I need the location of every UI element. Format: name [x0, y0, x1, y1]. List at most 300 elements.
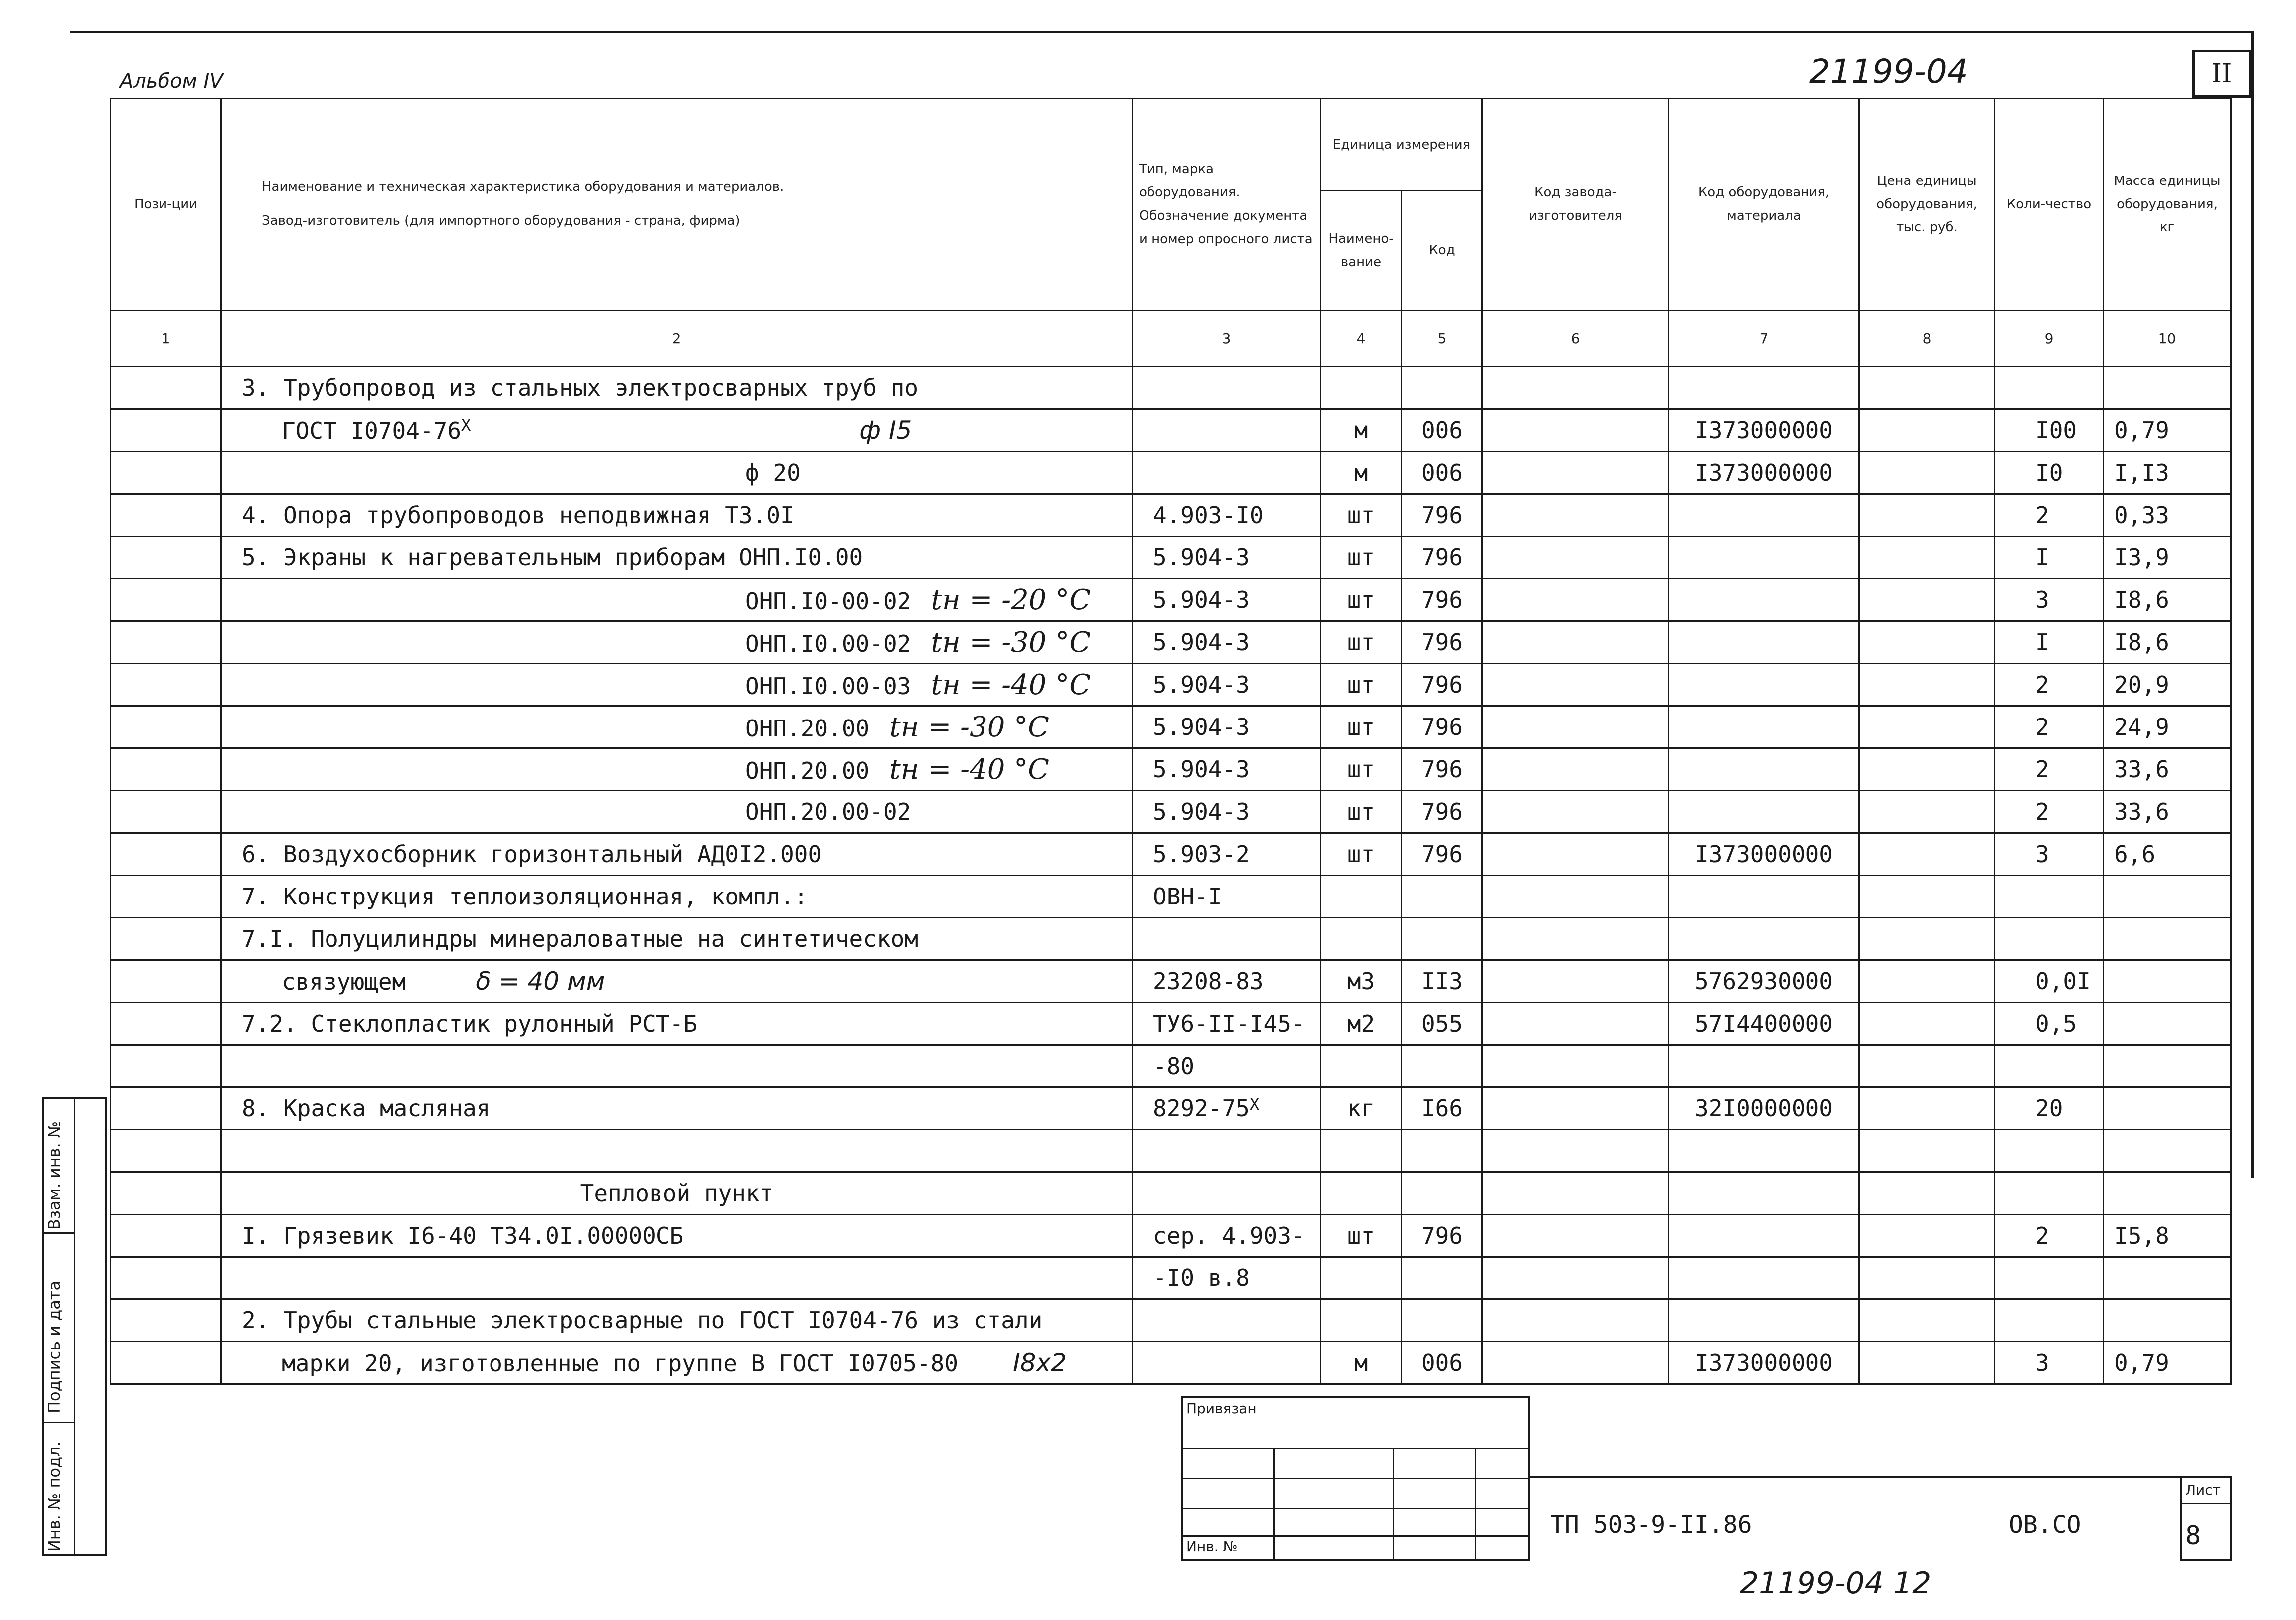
item-type: ОВН-I [1153, 883, 1222, 910]
cell-quantity [1995, 367, 2104, 409]
cell-name [221, 664, 1133, 706]
item-name-detail: δ = 40 мм [476, 967, 605, 996]
cell-maker-code [1482, 1342, 1669, 1384]
item-name: 6. Воздухосборник горизонтальный АД0I2.000 [242, 841, 822, 868]
stamp-sign-label: Подпись и дата [45, 1280, 64, 1413]
cell-position [111, 1257, 221, 1299]
cell-position [111, 1215, 221, 1257]
cell-position [111, 748, 221, 791]
cell-mass [2104, 1045, 2231, 1087]
cell-price [1859, 748, 1995, 791]
cell-name [221, 367, 1133, 409]
cell-maker-code [1482, 367, 1669, 409]
cell-unit-code [1402, 1130, 1482, 1172]
cell-type [1133, 706, 1321, 748]
cell-quantity: 3 [1995, 1342, 2104, 1384]
cell-maker-code [1482, 664, 1669, 706]
cell-position [111, 494, 221, 537]
item-temperature: tн = -40 °С [889, 753, 1049, 786]
cell-name [221, 579, 1133, 621]
cell-mass: 0,79 [2104, 409, 2231, 452]
cell-type [1133, 1215, 1321, 1257]
cell-equipment-code [1669, 579, 1859, 621]
cell-quantity [1995, 1045, 2104, 1087]
cell-price [1859, 706, 1995, 748]
cell-mass: 0,79 [2104, 1342, 2231, 1384]
cell-mass [2104, 1172, 2231, 1215]
cell-position [111, 579, 221, 621]
cell-price [1859, 1130, 1995, 1172]
table-row [111, 1215, 2231, 1257]
cell-position [111, 1130, 221, 1172]
cell-equipment-code [1669, 367, 1859, 409]
cell-equipment-code: 32I0000000 [1669, 1087, 1859, 1130]
item-type: 5.904-3 [1153, 629, 1250, 656]
cell-name [221, 1257, 1133, 1299]
table-row [111, 791, 2231, 833]
cell-quantity: 0,0I [1995, 960, 2104, 1003]
cell-mass [2104, 918, 2231, 960]
cell-position [111, 1087, 221, 1130]
cell-name [221, 748, 1133, 791]
stamp-cell-sign [44, 1234, 74, 1423]
cell-mass [2104, 367, 2231, 409]
cell-equipment-code [1669, 1130, 1859, 1172]
cell-name [221, 706, 1133, 748]
cell-maker-code [1482, 918, 1669, 960]
col-header-type: Тип, марка оборудования. Обозначение документа и номер опросного листа [1133, 99, 1321, 311]
cell-quantity: 2 [1995, 706, 2104, 748]
cell-mass [2104, 1087, 2231, 1130]
cell-type [1133, 1087, 1321, 1130]
cell-maker-code [1482, 960, 1669, 1003]
footer-code: 21199-04 12 [1740, 1566, 1932, 1601]
item-name: ОНП.20.00 [745, 715, 870, 742]
cell-price [1859, 1087, 1995, 1130]
cell-position [111, 452, 221, 494]
table-row [111, 1342, 2231, 1384]
cell-unit: м [1321, 452, 1402, 494]
table-row [111, 664, 2231, 706]
cell-name [221, 833, 1133, 876]
cell-unit-code [1402, 367, 1482, 409]
cell-type [1133, 1003, 1321, 1045]
cell-mass [2104, 876, 2231, 918]
cell-unit: шт [1321, 706, 1402, 748]
cell-quantity: 2 [1995, 1215, 2104, 1257]
table-row [111, 960, 2231, 1003]
cell-unit: шт [1321, 1215, 1402, 1257]
page-top-rule [70, 31, 2253, 33]
table-row [111, 1003, 2231, 1045]
cell-quantity [1995, 1299, 2104, 1342]
item-type: 5.904-3 [1153, 671, 1250, 698]
cell-mass: 33,6 [2104, 791, 2231, 833]
cell-price [1859, 367, 1995, 409]
cell-type [1133, 1172, 1321, 1215]
cell-mass [2104, 960, 2231, 1003]
cell-unit-code [1402, 1299, 1482, 1342]
cell-mass: 20,9 [2104, 664, 2231, 706]
cell-unit: шт [1321, 748, 1402, 791]
cell-unit: м [1321, 409, 1402, 452]
cell-equipment-code: I373000000 [1669, 833, 1859, 876]
cell-maker-code [1482, 833, 1669, 876]
cell-position [111, 537, 221, 579]
cell-unit-code [1402, 1045, 1482, 1087]
cell-unit-code: 796 [1402, 1215, 1482, 1257]
item-type: 5.904-3 [1153, 586, 1250, 613]
cell-type [1133, 876, 1321, 918]
item-type: 5.904-3 [1153, 544, 1250, 571]
cell-position [111, 367, 221, 409]
cell-price [1859, 1003, 1995, 1045]
table-row [111, 579, 2231, 621]
item-name: марки 20, изготовленные по группе В ГОСТ I0705-80 [282, 1350, 959, 1377]
cell-name [221, 452, 1133, 494]
cell-position [111, 409, 221, 452]
cell-price [1859, 452, 1995, 494]
cell-mass [2104, 1003, 2231, 1045]
cell-name [221, 1215, 1133, 1257]
cell-maker-code [1482, 1130, 1669, 1172]
cell-unit-code: II3 [1402, 960, 1482, 1003]
cell-unit-code: 796 [1402, 833, 1482, 876]
cell-price [1859, 494, 1995, 537]
stamp-cell-vzam [44, 1099, 74, 1234]
stamp-vzam-label: Взам. инв. № [45, 1121, 64, 1230]
cell-quantity: 2 [1995, 791, 2104, 833]
cell-mass [2104, 1257, 2231, 1299]
cell-unit [1321, 1257, 1402, 1299]
item-type: 8292-75 [1153, 1095, 1250, 1122]
cell-unit [1321, 1172, 1402, 1215]
cell-unit: м3 [1321, 960, 1402, 1003]
cell-equipment-code: 5762930000 [1669, 960, 1859, 1003]
cell-type [1133, 452, 1321, 494]
cell-position [111, 1342, 221, 1384]
cell-price [1859, 833, 1995, 876]
cell-name [221, 409, 1133, 452]
cell-quantity: 2 [1995, 494, 2104, 537]
item-name: 5. Экраны к нагревательным приборам ОНП.I0.00 [242, 544, 863, 571]
document-code: 21199-04 [1809, 52, 1968, 91]
cell-type [1133, 664, 1321, 706]
column-number-1: 1 [111, 311, 221, 367]
cell-position [111, 876, 221, 918]
item-temperature: tн = -30 °С [931, 626, 1091, 659]
cell-name [221, 537, 1133, 579]
stamp-cell-inv [44, 1423, 74, 1556]
stamp-divider [74, 1099, 75, 1556]
cell-name [221, 1045, 1133, 1087]
item-name-superscript: Х [461, 416, 471, 435]
col-header-unit-code: Код [1402, 191, 1482, 311]
item-temperature: tн = -40 °С [931, 668, 1091, 701]
cell-quantity: 3 [1995, 833, 2104, 876]
page-right-rule [2251, 31, 2254, 1178]
cell-mass: I5,8 [2104, 1215, 2231, 1257]
item-name: 2. Трубы стальные электросварные по ГОСТ I0704-76 из стали [242, 1307, 1043, 1334]
cell-quantity [1995, 1257, 2104, 1299]
cell-maker-code [1482, 1045, 1669, 1087]
item-name: ОНП.I0-00-02 [745, 587, 911, 615]
cell-equipment-code: 57I4400000 [1669, 1003, 1859, 1045]
cell-maker-code [1482, 791, 1669, 833]
item-name: связующем [282, 968, 406, 995]
col-header-name-line2: Завод-изготовитель (для импортного оборудования - страна, фирма) [262, 213, 740, 228]
column-number-10: 10 [2104, 311, 2231, 367]
cell-maker-code [1482, 706, 1669, 748]
title-block-sheet-number: 8 [2185, 1521, 2201, 1551]
cell-type [1133, 918, 1321, 960]
cell-position [111, 1172, 221, 1215]
table-row [111, 876, 2231, 918]
cell-name [221, 960, 1133, 1003]
cell-type [1133, 791, 1321, 833]
cell-position [111, 621, 221, 664]
cell-equipment-code [1669, 537, 1859, 579]
column-number-6: 6 [1482, 311, 1669, 367]
table-row [111, 833, 2231, 876]
cell-unit-code: 796 [1402, 706, 1482, 748]
cell-type [1133, 409, 1321, 452]
cell-price [1859, 621, 1995, 664]
cell-type [1133, 367, 1321, 409]
cell-price [1859, 1215, 1995, 1257]
cell-unit-code: 796 [1402, 537, 1482, 579]
cell-maker-code [1482, 409, 1669, 452]
table-row [111, 409, 2231, 452]
cell-unit-code: I66 [1402, 1087, 1482, 1130]
table-row [111, 706, 2231, 748]
cell-maker-code [1482, 876, 1669, 918]
cell-equipment-code [1669, 1257, 1859, 1299]
cell-unit: кг [1321, 1087, 1402, 1130]
cell-quantity: I [1995, 621, 2104, 664]
table-row [111, 1172, 2231, 1215]
col-header-price: Цена единицы оборудования, тыс. руб. [1859, 99, 1995, 311]
item-type: 5.903-2 [1153, 841, 1250, 868]
cell-equipment-code [1669, 918, 1859, 960]
cell-unit: шт [1321, 621, 1402, 664]
cell-name [221, 621, 1133, 664]
cell-type [1133, 748, 1321, 791]
col-header-maker-code: Код завода-изготовителя [1482, 99, 1669, 311]
cell-price [1859, 1172, 1995, 1215]
cell-equipment-code [1669, 1215, 1859, 1257]
cell-name [221, 494, 1133, 537]
table-row [111, 621, 2231, 664]
cell-position [111, 918, 221, 960]
item-name: 7.2. Стеклопластик рулонный РСТ-Б [242, 1010, 697, 1037]
col-header-position: Пози-ции [111, 99, 221, 311]
cell-position [111, 664, 221, 706]
cell-unit-code: 796 [1402, 494, 1482, 537]
item-name: ОНП.20.00-02 [745, 798, 911, 825]
item-name-detail: I8х2 [1013, 1348, 1067, 1377]
cell-price [1859, 960, 1995, 1003]
item-name: I. Грязевик I6-40 Т34.0I.00000СБ [242, 1222, 684, 1249]
cell-unit: шт [1321, 537, 1402, 579]
title-block-document: ТП 503-9-II.86 [1550, 1511, 1752, 1539]
item-name: 4. Опора трубопроводов неподвижная Т3.0I [242, 502, 794, 529]
cell-type [1133, 1045, 1321, 1087]
cell-quantity [1995, 876, 2104, 918]
cell-maker-code [1482, 748, 1669, 791]
cell-equipment-code: I373000000 [1669, 409, 1859, 452]
cell-name [221, 1342, 1133, 1384]
item-name: 8. Краска масляная [242, 1095, 491, 1122]
table-row [111, 1257, 2231, 1299]
cell-maker-code [1482, 537, 1669, 579]
stamp-inv-label: Инв. № подл. [45, 1441, 64, 1552]
cell-unit-code: 796 [1402, 791, 1482, 833]
cell-position [111, 1045, 221, 1087]
cell-equipment-code [1669, 706, 1859, 748]
approval-stamp [1181, 1396, 1530, 1561]
cell-mass: 0,33 [2104, 494, 2231, 537]
item-name: Тепловой пункт [580, 1180, 774, 1207]
cell-unit: шт [1321, 494, 1402, 537]
cell-price [1859, 1299, 1995, 1342]
cell-maker-code [1482, 494, 1669, 537]
cell-unit-code: 006 [1402, 452, 1482, 494]
cell-type [1133, 1299, 1321, 1342]
column-number-4: 4 [1321, 311, 1402, 367]
cell-quantity: I0 [1995, 452, 2104, 494]
specification-table [110, 98, 2232, 1385]
cell-name [221, 1087, 1133, 1130]
item-name: ф 20 [745, 459, 801, 486]
item-temperature: tн = -30 °С [889, 711, 1049, 743]
cell-price [1859, 409, 1995, 452]
sheet-number: II [2192, 50, 2251, 98]
cell-maker-code [1482, 1299, 1669, 1342]
title-block-sheet-label: Лист [2185, 1482, 2221, 1498]
item-name: ОНП.I0.00-03 [745, 672, 911, 700]
cell-mass: 33,6 [2104, 748, 2231, 791]
cell-quantity: 2 [1995, 664, 2104, 706]
column-number-9: 9 [1995, 311, 2104, 367]
cell-mass: 24,9 [2104, 706, 2231, 748]
cell-unit [1321, 1045, 1402, 1087]
cell-mass [2104, 1299, 2231, 1342]
cell-unit: м2 [1321, 1003, 1402, 1045]
col-header-equipment-code: Код оборудования, материала [1669, 99, 1859, 311]
cell-equipment-code [1669, 1045, 1859, 1087]
cell-type [1133, 621, 1321, 664]
cell-type [1133, 494, 1321, 537]
cell-unit-code: 796 [1402, 664, 1482, 706]
cell-unit-code: 006 [1402, 1342, 1482, 1384]
cell-equipment-code [1669, 494, 1859, 537]
cell-maker-code [1482, 1172, 1669, 1215]
item-name: 7. Конструкция теплоизоляционная, компл.: [242, 883, 808, 910]
cell-price [1859, 579, 1995, 621]
cell-quantity: I00 [1995, 409, 2104, 452]
cell-position [111, 706, 221, 748]
title-block-code: ОВ.СО [2009, 1511, 2081, 1539]
item-type: 5.904-3 [1153, 714, 1250, 740]
cell-maker-code [1482, 1257, 1669, 1299]
album-label: Альбом IV [120, 70, 223, 93]
col-header-quantity: Коли-чество [1995, 99, 2104, 311]
cell-name [221, 1172, 1133, 1215]
cell-unit: шт [1321, 664, 1402, 706]
approval-label: Привязан [1186, 1400, 1257, 1417]
cell-equipment-code: I373000000 [1669, 1342, 1859, 1384]
cell-equipment-code [1669, 1172, 1859, 1215]
cell-quantity: I [1995, 537, 2104, 579]
cell-type [1133, 833, 1321, 876]
cell-name [221, 1299, 1133, 1342]
cell-name [221, 1003, 1133, 1045]
table-row [111, 1130, 2231, 1172]
cell-type [1133, 1342, 1321, 1384]
cell-mass: I,I3 [2104, 452, 2231, 494]
cell-price [1859, 537, 1995, 579]
inventory-label: Инв. № [1186, 1538, 1238, 1555]
cell-quantity: 0,5 [1995, 1003, 2104, 1045]
cell-type [1133, 579, 1321, 621]
col-header-unit-name: Наимено-вание [1321, 191, 1402, 311]
cell-quantity: 20 [1995, 1087, 2104, 1130]
cell-unit-code: 796 [1402, 579, 1482, 621]
item-temperature: tн = -20 °С [931, 583, 1091, 616]
cell-unit [1321, 918, 1402, 960]
cell-equipment-code [1669, 876, 1859, 918]
cell-price [1859, 1257, 1995, 1299]
cell-position [111, 1003, 221, 1045]
cell-maker-code [1482, 1215, 1669, 1257]
table-row [111, 1299, 2231, 1342]
column-number-7: 7 [1669, 311, 1859, 367]
col-header-name [221, 99, 1133, 311]
cell-type [1133, 960, 1321, 1003]
cell-quantity [1995, 1172, 2104, 1215]
cell-maker-code [1482, 452, 1669, 494]
item-type: 5.904-3 [1153, 798, 1250, 825]
cell-maker-code [1482, 1003, 1669, 1045]
cell-position [111, 960, 221, 1003]
cell-unit: шт [1321, 579, 1402, 621]
cell-name [221, 791, 1133, 833]
cell-price [1859, 664, 1995, 706]
cell-price [1859, 791, 1995, 833]
cell-unit [1321, 367, 1402, 409]
cell-unit-code: 796 [1402, 748, 1482, 791]
cell-maker-code [1482, 621, 1669, 664]
column-number-2: 2 [221, 311, 1133, 367]
cell-position [111, 1299, 221, 1342]
cell-equipment-code [1669, 664, 1859, 706]
cell-type [1133, 1257, 1321, 1299]
item-type: ТУ6-II-I45- [1153, 1010, 1305, 1037]
cell-unit-code [1402, 876, 1482, 918]
cell-unit-code [1402, 918, 1482, 960]
column-number-3: 3 [1133, 311, 1321, 367]
cell-equipment-code [1669, 621, 1859, 664]
col-header-unit: Единица измерения [1321, 99, 1482, 191]
cell-unit [1321, 1130, 1402, 1172]
cell-price [1859, 1342, 1995, 1384]
item-type-superscript: Х [1249, 1095, 1260, 1114]
item-type: -80 [1153, 1053, 1195, 1080]
item-name: ОНП.I0.00-02 [745, 630, 911, 657]
item-type: 5.904-3 [1153, 756, 1250, 783]
item-type: 23208-83 [1153, 968, 1264, 995]
